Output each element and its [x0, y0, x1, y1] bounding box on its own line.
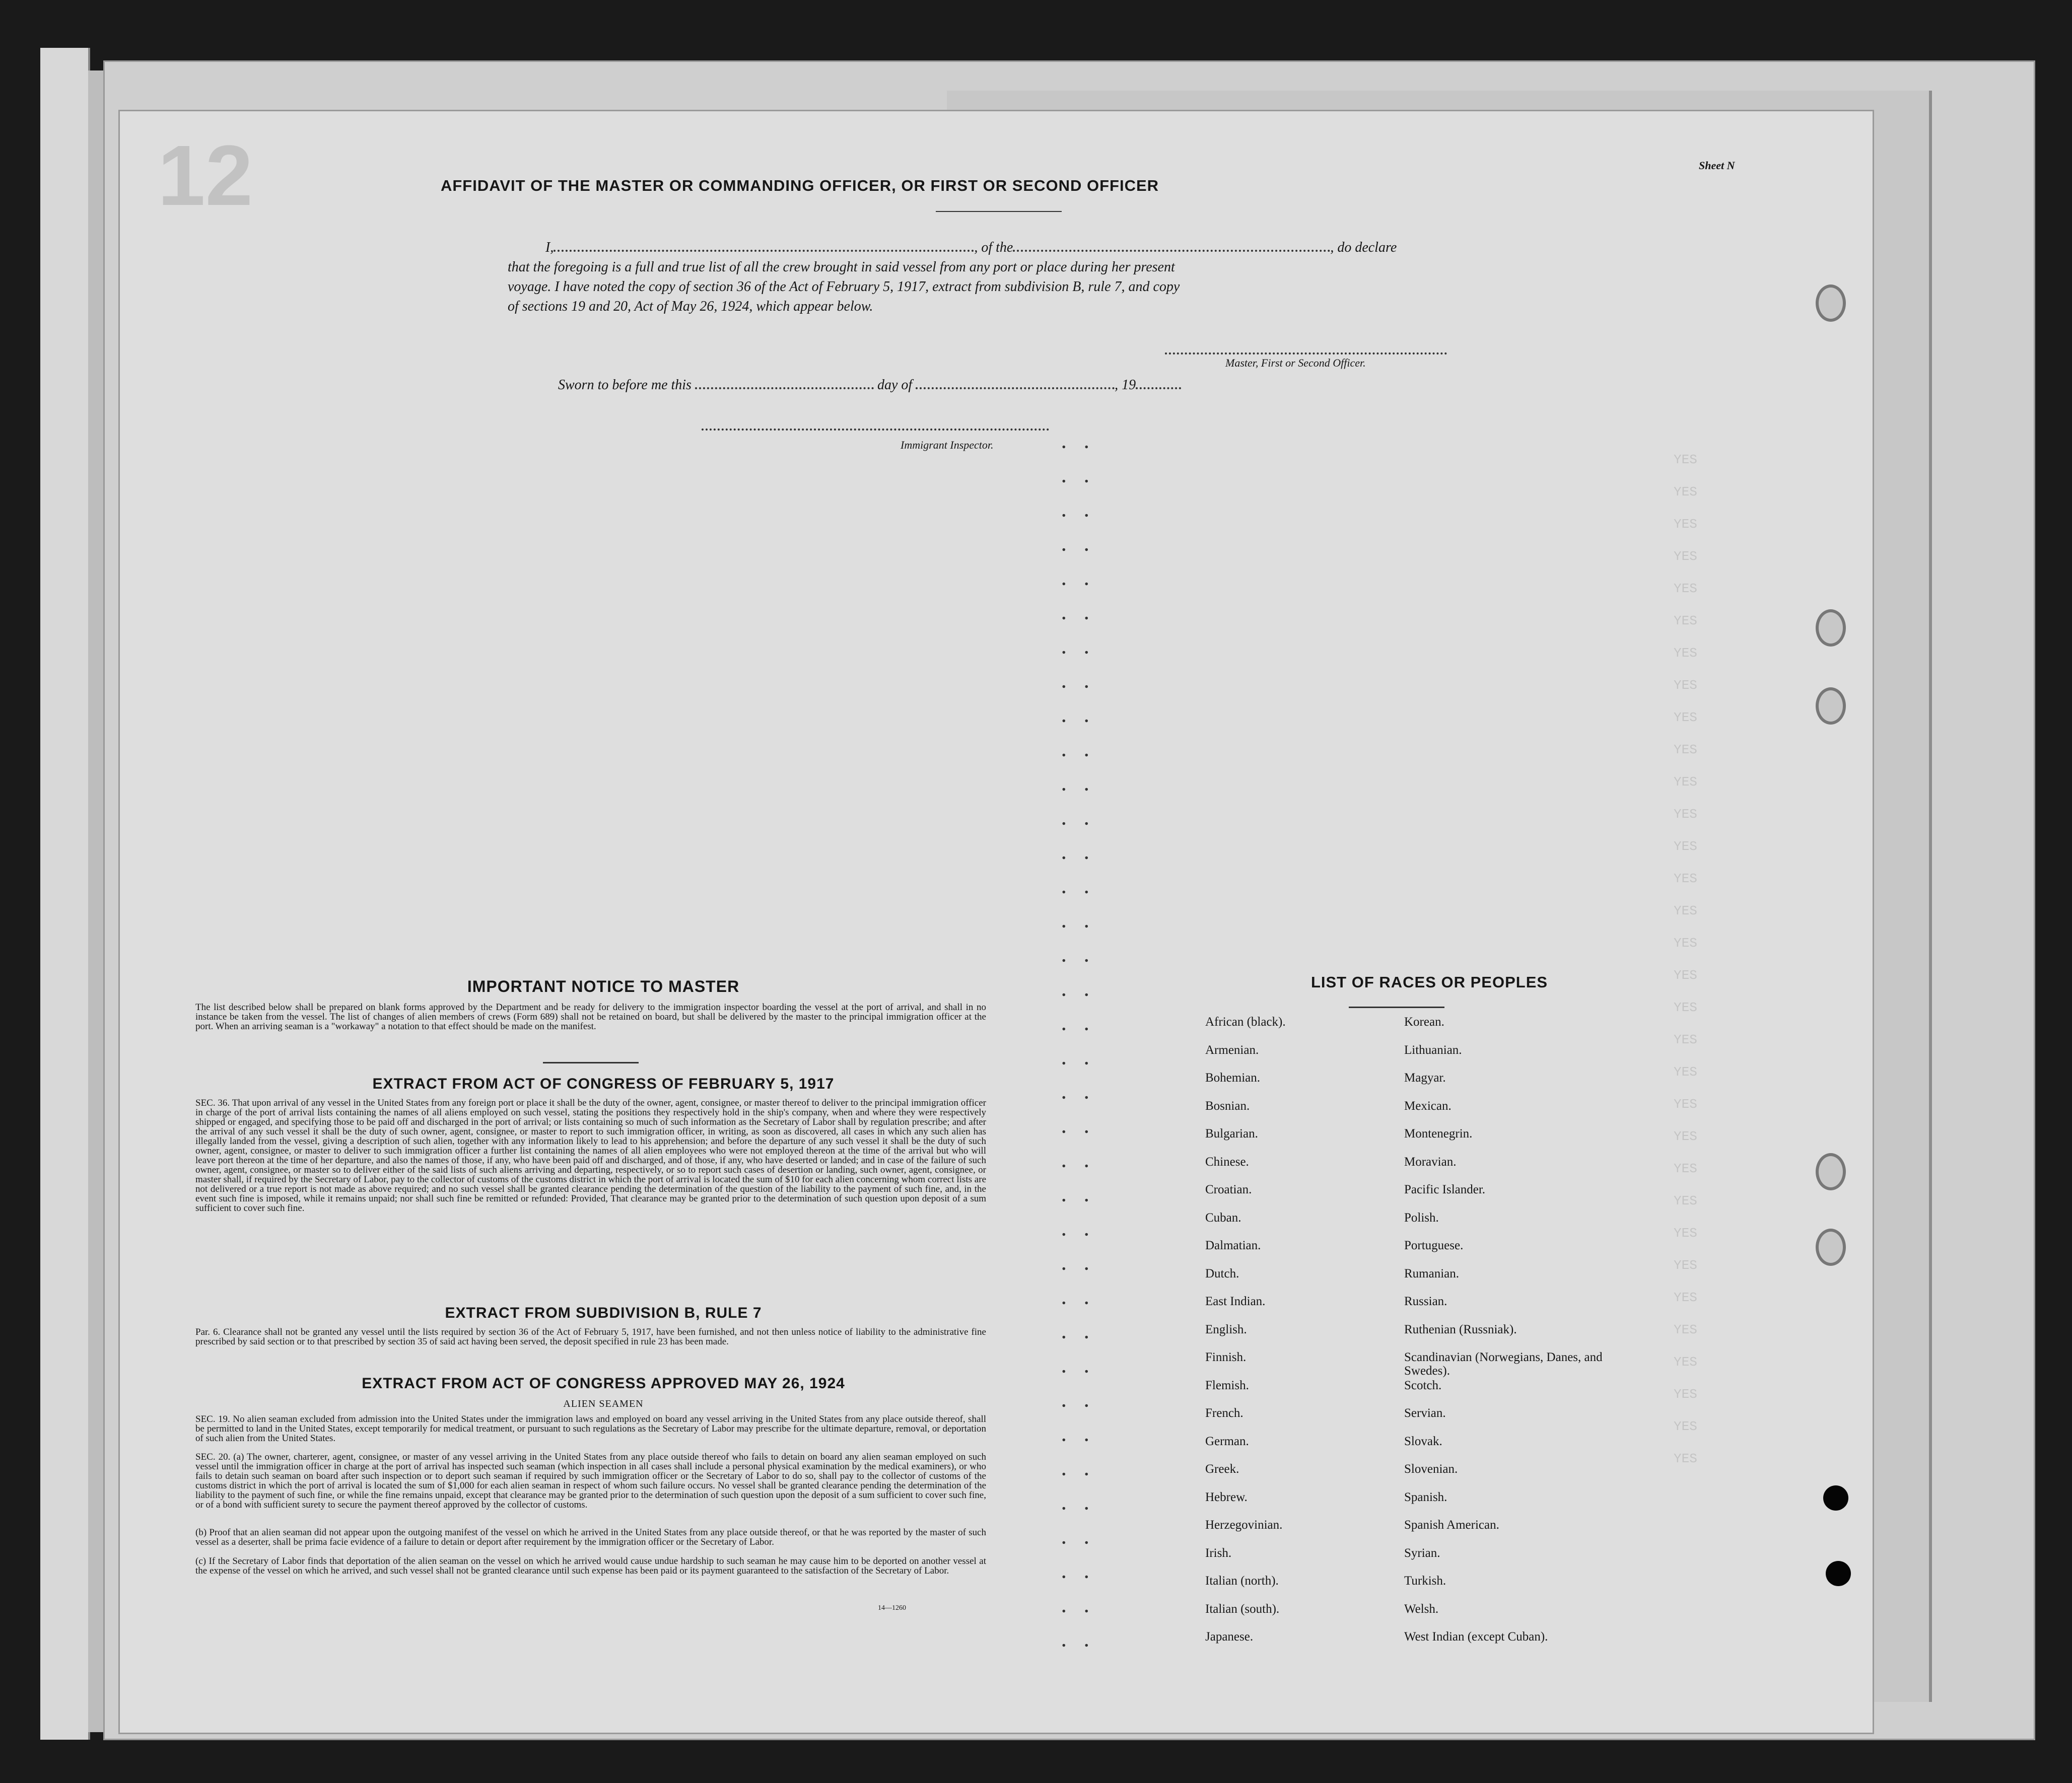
race-item: French.	[1205, 1406, 1244, 1420]
extract-rule7-title: EXTRACT FROM SUBDIVISION B, RULE 7	[445, 1305, 762, 1321]
race-item: Greek.	[1205, 1462, 1239, 1476]
extract-1924-subtitle: ALIEN SEAMEN	[563, 1398, 644, 1409]
extract-1924-sec20c: (c) If the Secretary of Labor finds that deportation of the alien seaman on the vessel on which he arrived would cause undue hardship to such seaman he may cause him to be deported on another vessel at the expense of the vessel on which he arrived, and such vessel shall not be granted clearance until such expense has been paid or its payment guaranteed to the satisfaction of the Secretary of Labor.	[195, 1556, 986, 1576]
binder-edge	[40, 48, 90, 1740]
extract-1924-sec20a: SEC. 20. (a) The owner, charterer, agent, consignee, or master of any vessel arriving in the United States from any place outside thereof who fails to detain on board any alien seaman employed on such vessel until the immigration officer in charge at the port of arrival has inspected such seaman (which inspection in all cases shall include a personal physical examination by the medical examiners), or who fails to detain such seaman on board after such inspection or to deport such seaman if required by such immigration officer or the Secretary of Labor to do so, shall pay to the collector of customs of the customs district in which the port of arrival is located the sum of $1,000 for each alien seaman in respect of whom such failure occurs. No vessel shall be granted clearance pending the determination of the liability to the payment of such fine, or while the fine remains unpaid, except that clearance may be granted prior to the determination of such question upon the deposit of a sum sufficient to cover such fine, or of a bond with sufficient surety to secure the payment thereof approved by the collector of customs.	[195, 1452, 986, 1510]
race-item: Rumanian.	[1404, 1266, 1460, 1280]
race-item: Spanish.	[1404, 1490, 1447, 1504]
master-caption: Master, First or Second Officer.	[1225, 356, 1366, 369]
race-item: Pacific Islander.	[1404, 1183, 1486, 1196]
race-item: Slovak.	[1404, 1434, 1442, 1448]
race-item: Slovenian.	[1404, 1462, 1458, 1476]
notice-title: IMPORTANT NOTICE TO MASTER	[467, 977, 740, 995]
sworn-line: Sworn to before me this day of , 19	[558, 377, 1181, 393]
race-item: Magyar.	[1404, 1071, 1446, 1085]
divider	[543, 1062, 639, 1063]
race-item: Spanish American.	[1404, 1518, 1499, 1532]
extract-1917-title: EXTRACT FROM ACT OF CONGRESS OF FEBRUARY 5, 1917	[372, 1076, 835, 1092]
race-item: Chinese.	[1205, 1155, 1249, 1169]
race-item: Irish.	[1205, 1546, 1232, 1560]
extract-1924-sec19: SEC. 19. No alien seaman excluded from admission into the United States under the immigration laws and employed on board any vessel arriving in the United States from any place outside thereof, shall be permitted to land in the United States, except temporarily for medical treatment, or pursuant to such regulations as the Secretary of Labor may prescribe for the ultimate departure, removal, or deportation of such alien from the United States.	[195, 1414, 986, 1444]
race-item: Portuguese.	[1404, 1239, 1464, 1252]
punch-hole-icon	[1826, 1561, 1851, 1586]
race-item: Turkish.	[1404, 1574, 1446, 1588]
race-item: Bohemian.	[1205, 1071, 1261, 1085]
binder-hole-icon	[1816, 1153, 1846, 1190]
affidavit-line-1: I, , of the , do declare	[545, 240, 1397, 255]
race-item: Armenian.	[1205, 1043, 1259, 1057]
race-item: Cuban.	[1205, 1210, 1241, 1225]
master-signature-line	[1165, 352, 1447, 354]
manifest-page	[118, 110, 1874, 1734]
affidavit-line-2: that the foregoing is a full and true list of all the crew brought in said vessel from any port or place during her present	[508, 259, 1175, 275]
title-underline	[936, 211, 1062, 212]
extract-1924-title: EXTRACT FROM ACT OF CONGRESS APPROVED MAY 26, 1924	[362, 1375, 845, 1392]
affidavit-line-4: of sections 19 and 20, Act of May 26, 1924, which appear below.	[508, 299, 873, 314]
race-item: Montenegrin.	[1404, 1127, 1473, 1140]
race-item: Finnish.	[1205, 1350, 1247, 1364]
race-item: Bosnian.	[1205, 1099, 1250, 1113]
race-item: Welsh.	[1404, 1602, 1439, 1616]
faint-sheet-number: 12	[158, 128, 253, 224]
race-item: English.	[1205, 1322, 1247, 1336]
race-item: Ruthenian (Russniak).	[1404, 1322, 1517, 1336]
binder-hole-icon	[1816, 284, 1846, 322]
race-item: Flemish.	[1205, 1378, 1249, 1392]
tick-marks: . . . . . . . . . . . . . . . . . . . . . . . . . . . . . . . . . . . . . . . . . . . . . . . . . . . . . . . . . . . . . . . . . . . . . . . .	[1062, 434, 1096, 1651]
race-item: Japanese.	[1205, 1630, 1254, 1644]
race-item: East Indian.	[1205, 1295, 1266, 1308]
race-item: Servian.	[1404, 1406, 1446, 1420]
race-item: Dutch.	[1205, 1266, 1239, 1280]
inspector-signature-line	[702, 429, 1049, 431]
race-item: Polish.	[1404, 1210, 1439, 1225]
race-item: Mexican.	[1404, 1099, 1452, 1113]
extract-1924-sec20b: (b) Proof that an alien seaman did not appear upon the outgoing manifest of the vessel on which he arrived in the United States from any place outside thereof, or that he was reported by the master of such vessel as a deserter, shall be prima facie evidence of a failure to detain or deport after requirement by the immigration officer or the Secretary of Labor.	[195, 1527, 986, 1547]
race-item: Bulgarian.	[1205, 1127, 1258, 1140]
race-item: Lithuanian.	[1404, 1043, 1462, 1057]
race-item: African (black).	[1205, 1015, 1286, 1029]
extract-rule7-body: Par. 6. Clearance shall not be granted any vessel until the lists required by section 36 of the Act of February 5, 1917, have been furnished, and not then unless notice of liability to the administrative fine prescribed by said section or to that prescribed by section 35 of said act having been served, the deposit specified in rule 23 has been made.	[195, 1327, 986, 1347]
races-column-2	[1404, 1015, 1606, 1658]
punch-hole-icon	[1823, 1485, 1848, 1511]
binder-hole-icon	[1816, 609, 1846, 647]
race-item: Scandinavian (Norwegians, Danes, and Swedes).	[1404, 1350, 1603, 1378]
race-item: Moravian.	[1404, 1155, 1457, 1169]
race-item: Italian (south).	[1205, 1602, 1280, 1616]
races-title: LIST OF RACES OR PEOPLES	[1310, 973, 1548, 991]
race-item: Korean.	[1404, 1015, 1444, 1029]
race-item: Dalmatian.	[1205, 1239, 1261, 1252]
race-item: Herzegovinian.	[1205, 1518, 1283, 1532]
form-number: 14—1260	[878, 1604, 906, 1612]
notice-body: The list described below shall be prepared on blank forms approved by the Department and be ready for delivery to the immigration inspector boarding the vessel at the port of arrival, and shall in no instance be taken from the vessel. The list of changes of alien members of crews (Form 689) shall not be retained on board, but shall be delivered by the master to the principal immigration officer at the port. When an arriving seaman is a "workaway" a notation to that effect should be made on the manifest.	[195, 1002, 986, 1032]
affidavit-title: AFFIDAVIT OF THE MASTER OR COMMANDING OFFICER, OR FIRST OR SECOND OFFICER	[440, 177, 1159, 194]
race-item: Russian.	[1404, 1295, 1447, 1308]
race-item: German.	[1205, 1434, 1249, 1448]
races-title-underline	[1349, 1007, 1444, 1008]
race-item: Hebrew.	[1205, 1490, 1248, 1504]
race-item: Scotch.	[1404, 1378, 1442, 1392]
race-item: Croatian.	[1205, 1183, 1252, 1196]
race-item: Italian (north).	[1205, 1574, 1279, 1588]
race-item: Syrian.	[1404, 1546, 1440, 1560]
affidavit-line-3: voyage. I have noted the copy of section 36 of the Act of February 5, 1917, extract from subdivision B, rule 7, and copy	[508, 279, 1180, 295]
binder-hole-icon	[1816, 687, 1846, 725]
sheet-number-label: Sheet N	[1699, 159, 1735, 172]
inspector-caption: Immigrant Inspector.	[901, 439, 994, 451]
extract-1917-body: SEC. 36. That upon arrival of any vessel in the United States from any foreign port or place it shall be the duty of the owner, agent, consignee, or master thereof to deliver to the principal immigration officer in charge of the port of arrival lists containing the names of all aliens employed on such vessel, stating the positions they respectively hold in the ship's company, when and where they were respectively shipped or engaged, and specifying those to be paid off and discharged in the port of arrival; or lists containing so much of such information as the Secretary of Labor shall by regulation prescribe; and after the arrival of any such vessel it shall be the duty of such owner, agent, consignee, or master to report to such immigration officer, in writing, as soon as discovered, all cases in which any such alien has illegally landed from the vessel, giving a description of such alien, together with any information likely to lead to his apprehension; and before the departure of any such vessel it shall be the duty of such owner, agent, consignee, or master to deliver to such immigration officer a further list containing the names of all alien employees who were not employed thereon at the time of the arrival but who will leave port thereon at the time of her departure, and also the names of those, if any, who have been paid off and discharged, and of those, if any, who have deserted or landed; and in case of the failure of such owner, agent, consignee, or master so to deliver either of the said lists of such aliens arriving and departing, respectively, or so to report such cases of desertion or landing, such owner, agent, consignee, or master shall, if required by the Secretary of Labor, pay to the collector of customs of the customs district in which the port of arrival is located the sum of $10 for each alien concerning whom correct lists are not delivered or a true report is not made as above required; and no such vessel shall be granted clearance pending the determination of the question of the liability to the payment of such fine, and, in the event such fine is imposed, while it remains unpaid; nor shall such fine be remitted or refunded: Provided, That clearance may be granted prior to the determination of such question upon deposit of a sum sufficient to cover such fine.	[195, 1098, 986, 1214]
binder-hole-icon	[1816, 1229, 1846, 1266]
race-item: West Indian (except Cuban).	[1404, 1630, 1548, 1644]
bleed-through-column: YES YES YES YES YES YES YES YES YES YES YES YES YES YES YES YES YES YES YES YES YES YES YES YES YES YES YES YES YES YES YES YES	[1674, 452, 1697, 1466]
races-column-1	[1205, 1015, 1397, 1658]
